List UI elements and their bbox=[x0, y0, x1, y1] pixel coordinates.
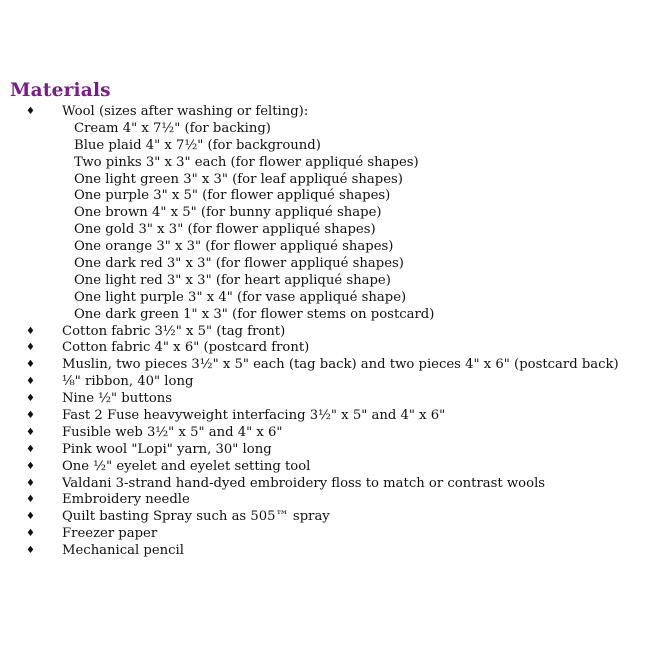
diamond-bullet-icon: ♦ bbox=[26, 359, 35, 371]
list-item-text: Valdani 3-strand hand-dyed embroidery floss to match or contrast wools bbox=[62, 475, 546, 491]
wool-sub-item-text: One orange 3" x 3" (for flower appliqué shapes) bbox=[74, 239, 394, 255]
list-item bbox=[0, 357, 650, 374]
diamond-bullet-icon: ♦ bbox=[26, 393, 35, 405]
wool-sub-item bbox=[0, 172, 650, 189]
wool-sub-item-text: Blue plaid 4" x 7½" (for background) bbox=[74, 137, 321, 153]
wool-label: Wool (sizes after washing or felting): bbox=[62, 104, 309, 119]
diamond-bullet-icon: ♦ bbox=[26, 325, 35, 337]
wool-sub-item bbox=[0, 188, 650, 205]
materials-list bbox=[0, 104, 650, 560]
materials-heading: Materials bbox=[10, 80, 111, 101]
list-item-text: Fusible web 3½" x 5" and 4" x 6" bbox=[62, 424, 283, 440]
wool-sub-item-text: One brown 4" x 5" (for bunny appliqué shape) bbox=[74, 205, 382, 221]
list-item-text: Mechanical pencil bbox=[62, 543, 184, 559]
list-item bbox=[0, 543, 650, 560]
diamond-bullet-icon: ♦ bbox=[26, 106, 35, 117]
wool-sub-item-text: One light green 3" x 3" (for leaf appliqué shapes) bbox=[74, 171, 403, 187]
wool-sub-item-text: One dark red 3" x 3" (for flower appliqué shapes) bbox=[74, 256, 404, 272]
list-item-text: ⅛" ribbon, 40" long bbox=[62, 374, 194, 390]
list-item bbox=[0, 442, 650, 459]
wool-sub-item bbox=[0, 239, 650, 256]
list-item bbox=[0, 425, 650, 442]
list-item bbox=[0, 459, 650, 476]
list-item bbox=[0, 340, 650, 357]
wool-sub-item-text: One light red 3" x 3" (for heart appliqué shape) bbox=[74, 272, 391, 288]
wool-sub-item bbox=[0, 273, 650, 290]
list-item-text: Fast 2 Fuse heavyweight interfacing 3½" x 5" and 4" x 6" bbox=[62, 408, 446, 424]
wool-sub-item bbox=[0, 121, 650, 138]
diamond-bullet-icon: ♦ bbox=[26, 410, 35, 422]
list-item-text: Pink wool "Lopi" yarn, 30" long bbox=[62, 441, 272, 457]
wool-sub-item bbox=[0, 256, 650, 273]
diamond-bullet-icon: ♦ bbox=[26, 443, 35, 455]
diamond-bullet-icon: ♦ bbox=[26, 528, 35, 540]
wool-sub-item-text: Two pinks 3" x 3" each (for flower appliqué shapes) bbox=[74, 154, 419, 170]
wool-sub-item-text: One light purple 3" x 4" (for vase appliqué shape) bbox=[74, 289, 407, 305]
diamond-bullet-icon: ♦ bbox=[26, 477, 35, 489]
list-item bbox=[0, 324, 650, 341]
wool-sub-item bbox=[0, 138, 650, 155]
list-item-text: Cotton fabric 4" x 6" (postcard front) bbox=[62, 340, 310, 356]
list-item bbox=[0, 476, 650, 493]
wool-sub-item bbox=[0, 222, 650, 239]
list-item-wool bbox=[0, 104, 650, 121]
diamond-bullet-icon: ♦ bbox=[26, 460, 35, 472]
list-item-text: Muslin, two pieces 3½" x 5" each (tag back) and two pieces 4" x 6" (postcard back) bbox=[62, 357, 619, 373]
wool-sub-item bbox=[0, 290, 650, 307]
list-item-text: Cotton fabric 3½" x 5" (tag front) bbox=[62, 323, 286, 339]
diamond-bullet-icon: ♦ bbox=[26, 426, 35, 438]
wool-sub-item-text: One purple 3" x 5" (for flower appliqué shapes) bbox=[74, 188, 391, 204]
list-item-text: Nine ½" buttons bbox=[62, 391, 173, 407]
list-item bbox=[0, 391, 650, 408]
wool-sub-item bbox=[0, 205, 650, 222]
wool-sub-item bbox=[0, 155, 650, 172]
diamond-bullet-icon: ♦ bbox=[26, 511, 35, 523]
list-item bbox=[0, 374, 650, 391]
list-item-text: Freezer paper bbox=[62, 526, 158, 542]
diamond-bullet-icon: ♦ bbox=[26, 342, 35, 354]
diamond-bullet-icon: ♦ bbox=[26, 545, 35, 557]
list-item-text: Embroidery needle bbox=[62, 492, 190, 508]
list-item bbox=[0, 526, 650, 543]
list-item bbox=[0, 492, 650, 509]
list-item bbox=[0, 408, 650, 425]
list-item-text: One ½" eyelet and eyelet setting tool bbox=[62, 458, 311, 474]
diamond-bullet-icon: ♦ bbox=[26, 376, 35, 388]
wool-sub-item bbox=[0, 307, 650, 324]
wool-sub-item-text: One gold 3" x 3" (for flower appliqué shapes) bbox=[74, 222, 376, 238]
wool-sub-item-text: One dark green 1" x 3" (for flower stems on postcard) bbox=[74, 306, 435, 322]
list-item-text: Quilt basting Spray such as 505™ spray bbox=[62, 509, 330, 525]
diamond-bullet-icon: ♦ bbox=[26, 494, 35, 506]
wool-sub-item-text: Cream 4" x 7½" (for backing) bbox=[74, 120, 271, 136]
list-item bbox=[0, 509, 650, 526]
